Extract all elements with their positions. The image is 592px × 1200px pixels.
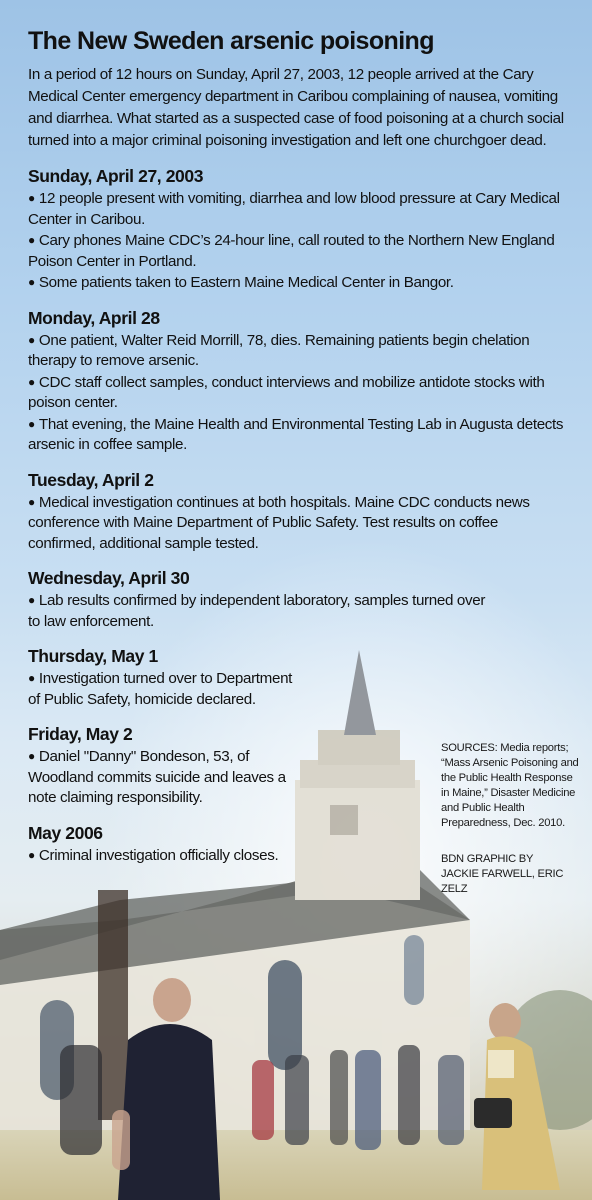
bullet-icon: ●: [28, 233, 35, 247]
timeline-date: Sunday, April 27, 2003: [28, 166, 204, 186]
timeline-item-text: Some patients taken to Eastern Maine Medical Center in Bangor.: [38, 274, 454, 291]
timeline-item-text: 12 people present with vomiting, diarrhea and low blood pressure at Cary Medical Center in Caribou.: [28, 190, 560, 228]
timeline-section: [28, 568, 498, 632]
timeline-date: Monday, April 28: [28, 307, 160, 328]
headline: The New Sweden arsenic poisoning: [28, 27, 434, 55]
timeline-date: May 2006: [28, 822, 103, 843]
pole: [98, 890, 128, 1120]
credit-line: BDN GRAPHIC BY: [441, 853, 534, 865]
bullet-icon: ●: [28, 374, 35, 389]
bullet-icon: ●: [28, 593, 35, 607]
timeline-section: [28, 724, 288, 809]
intro-paragraph: In a period of 12 hours on Sunday, April 27, 2003, 12 people arrived at the Cary Medical Center emergency department in Caribou complaining of nausea, vomiting and diarrhea. What started as a suspected case of food poisoning at a church social turned into a major criminal poisoning investigation and left one churchgoer dead.: [28, 66, 564, 149]
timeline-section: [28, 823, 288, 867]
bullet-icon: ●: [28, 749, 35, 763]
timeline-item: [28, 668, 298, 710]
timeline-item-text: One patient, Walter Reid Morrill, 78, dies. Remaining patients begin chelation therapy to remove arsenic.: [28, 331, 530, 369]
timeline-item: [28, 845, 288, 867]
timeline-date: Thursday, May 1: [28, 646, 158, 666]
timeline-date: Tuesday, April 2: [28, 469, 154, 490]
timeline-item-text: Criminal investigation officially closes.: [38, 846, 279, 864]
timeline-item: [28, 330, 568, 372]
bullet-icon: ●: [28, 416, 35, 431]
timeline-date: Wednesday, April 30: [28, 568, 190, 588]
timeline-item: [28, 492, 568, 555]
timeline-section: [28, 646, 298, 710]
timeline-item: [28, 188, 568, 230]
timeline-item-text: Lab results confirmed by independent laboratory, samples turned over to law enforcement.: [28, 592, 486, 630]
timeline-item: [28, 414, 568, 456]
timeline-item-text: Medical investigation continues at both hospitals. Maine CDC conducts news conference with Maine Department of Public Safety. Test results on coffee confirmed, additional sample tested.: [28, 493, 530, 552]
bullet-icon: ●: [28, 191, 35, 205]
sources-note: SOURCES: Media reports; “Mass Arsenic Poisoning and the Public Health Response in Maine,” Disaster Medicine and Public Health Preparedness, Dec. 2010.: [441, 742, 579, 829]
bullet-icon: ●: [28, 494, 35, 509]
timeline-item: [28, 746, 288, 809]
timeline-item-text: Cary phones Maine CDC’s 24-hour line, call routed to the Northern New England Poison Center in Portland.: [28, 232, 555, 270]
timeline-date: Friday, May 2: [28, 724, 133, 744]
credit-names: JACKIE FARWELL, ERIC ZELZ: [441, 868, 564, 895]
timeline-item: [28, 230, 568, 272]
bullet-icon: ●: [28, 275, 35, 289]
bullet-icon: ●: [28, 332, 35, 347]
content-column: [28, 26, 568, 866]
timeline-item-text: Investigation turned over to Department of Public Safety, homicide declared.: [28, 670, 293, 708]
timeline-section: [28, 308, 568, 456]
graphic-credit: [441, 852, 581, 897]
bullet-icon: ●: [28, 847, 35, 862]
timeline-section: [28, 166, 568, 294]
timeline-item-text: That evening, the Maine Health and Environmental Testing Lab in Augusta detects arsenic in coffee sample.: [28, 415, 564, 453]
timeline-item: [28, 372, 568, 414]
timeline-item-text: CDC staff collect samples, conduct interviews and mobilize antidote stocks with poison center.: [28, 373, 545, 411]
timeline-item-text: Daniel "Danny" Bondeson, 53, of Woodland commits suicide and leaves a note claiming responsibility.: [28, 748, 286, 806]
timeline-item: [28, 590, 498, 632]
timeline-item: [28, 272, 568, 294]
timeline-section: [28, 470, 568, 555]
bullet-icon: ●: [28, 671, 35, 685]
